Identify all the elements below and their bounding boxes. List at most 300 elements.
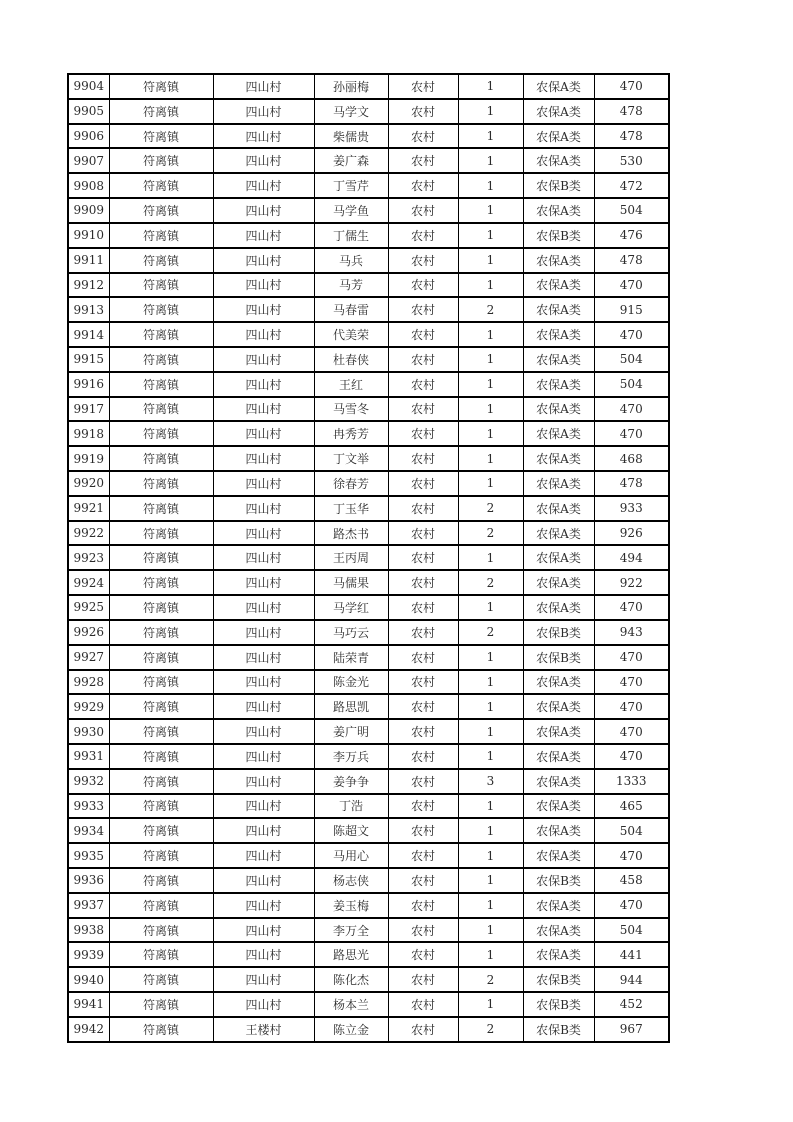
cell-residence-type: 农村	[388, 223, 458, 248]
cell-village: 四山村	[213, 769, 314, 794]
cell-person-count: 1	[458, 248, 523, 273]
cell-residence-type: 农村	[388, 794, 458, 819]
cell-name: 丁玉华	[314, 496, 388, 521]
cell-id: 9921	[68, 496, 109, 521]
cell-village: 四山村	[213, 744, 314, 769]
cell-village: 四山村	[213, 223, 314, 248]
cell-name: 马学鱼	[314, 198, 388, 223]
cell-insurance-category: 农保A类	[523, 818, 594, 843]
cell-insurance-category: 农保A类	[523, 322, 594, 347]
cell-village: 四山村	[213, 570, 314, 595]
cell-amount: 504	[594, 372, 669, 397]
cell-id: 9926	[68, 620, 109, 645]
cell-residence-type: 农村	[388, 868, 458, 893]
cell-amount: 530	[594, 148, 669, 173]
cell-amount: 504	[594, 198, 669, 223]
cell-amount: 915	[594, 297, 669, 322]
cell-insurance-category: 农保A类	[523, 545, 594, 570]
table-row	[68, 297, 669, 322]
cell-residence-type: 农村	[388, 124, 458, 149]
cell-village: 四山村	[213, 347, 314, 372]
cell-insurance-category: 农保A类	[523, 99, 594, 124]
cell-insurance-category: 农保A类	[523, 124, 594, 149]
cell-town: 符离镇	[109, 818, 213, 843]
cell-id: 9931	[68, 744, 109, 769]
cell-name: 马学红	[314, 595, 388, 620]
cell-village: 四山村	[213, 719, 314, 744]
cell-id: 9936	[68, 868, 109, 893]
cell-person-count: 1	[458, 545, 523, 570]
cell-insurance-category: 农保A类	[523, 471, 594, 496]
cell-name: 丁雪芹	[314, 173, 388, 198]
cell-residence-type: 农村	[388, 570, 458, 595]
cell-id: 9937	[68, 893, 109, 918]
cell-village: 四山村	[213, 893, 314, 918]
cell-person-count: 1	[458, 893, 523, 918]
cell-village: 四山村	[213, 273, 314, 298]
cell-village: 四山村	[213, 967, 314, 992]
cell-id: 9942	[68, 1017, 109, 1042]
cell-village: 四山村	[213, 918, 314, 943]
cell-name: 马巧云	[314, 620, 388, 645]
cell-village: 四山村	[213, 173, 314, 198]
cell-village: 四山村	[213, 471, 314, 496]
cell-town: 符离镇	[109, 521, 213, 546]
cell-amount: 478	[594, 471, 669, 496]
table-row	[68, 595, 669, 620]
cell-amount: 922	[594, 570, 669, 595]
cell-insurance-category: 农保B类	[523, 967, 594, 992]
cell-village: 王楼村	[213, 1017, 314, 1042]
cell-amount: 470	[594, 595, 669, 620]
table-row	[68, 347, 669, 372]
cell-town: 符离镇	[109, 273, 213, 298]
table-row	[68, 645, 669, 670]
cell-town: 符离镇	[109, 794, 213, 819]
cell-insurance-category: 农保A类	[523, 595, 594, 620]
cell-village: 四山村	[213, 248, 314, 273]
cell-residence-type: 农村	[388, 967, 458, 992]
cell-insurance-category: 农保A类	[523, 719, 594, 744]
cell-id: 9904	[68, 74, 109, 99]
cell-village: 四山村	[213, 794, 314, 819]
cell-town: 符离镇	[109, 223, 213, 248]
cell-person-count: 1	[458, 645, 523, 670]
cell-village: 四山村	[213, 496, 314, 521]
cell-residence-type: 农村	[388, 347, 458, 372]
table-row	[68, 570, 669, 595]
cell-town: 符离镇	[109, 421, 213, 446]
cell-village: 四山村	[213, 124, 314, 149]
cell-name: 马雪冬	[314, 397, 388, 422]
cell-village: 四山村	[213, 595, 314, 620]
cell-amount: 470	[594, 893, 669, 918]
cell-town: 符离镇	[109, 670, 213, 695]
cell-residence-type: 农村	[388, 421, 458, 446]
cell-id: 9913	[68, 297, 109, 322]
cell-name: 冉秀芳	[314, 421, 388, 446]
cell-residence-type: 农村	[388, 198, 458, 223]
table-row	[68, 843, 669, 868]
cell-name: 姜玉梅	[314, 893, 388, 918]
table-row	[68, 918, 669, 943]
table-row	[68, 744, 669, 769]
cell-person-count: 1	[458, 868, 523, 893]
cell-residence-type: 农村	[388, 942, 458, 967]
cell-id: 9933	[68, 794, 109, 819]
cell-id: 9940	[68, 967, 109, 992]
cell-person-count: 1	[458, 670, 523, 695]
cell-person-count: 1	[458, 223, 523, 248]
cell-amount: 478	[594, 124, 669, 149]
cell-name: 马用心	[314, 843, 388, 868]
records-table	[67, 73, 670, 1043]
cell-insurance-category: 农保A类	[523, 397, 594, 422]
table-row	[68, 694, 669, 719]
cell-village: 四山村	[213, 397, 314, 422]
cell-insurance-category: 农保A类	[523, 273, 594, 298]
cell-residence-type: 农村	[388, 670, 458, 695]
cell-residence-type: 农村	[388, 744, 458, 769]
cell-residence-type: 农村	[388, 992, 458, 1017]
cell-village: 四山村	[213, 818, 314, 843]
cell-village: 四山村	[213, 843, 314, 868]
cell-name: 徐春芳	[314, 471, 388, 496]
cell-person-count: 1	[458, 595, 523, 620]
cell-insurance-category: 农保A类	[523, 198, 594, 223]
cell-id: 9938	[68, 918, 109, 943]
cell-id: 9908	[68, 173, 109, 198]
cell-town: 符离镇	[109, 620, 213, 645]
cell-person-count: 1	[458, 124, 523, 149]
table-row	[68, 545, 669, 570]
cell-amount: 944	[594, 967, 669, 992]
cell-person-count: 2	[458, 620, 523, 645]
cell-town: 符离镇	[109, 248, 213, 273]
cell-town: 符离镇	[109, 347, 213, 372]
cell-id: 9912	[68, 273, 109, 298]
cell-residence-type: 农村	[388, 918, 458, 943]
cell-id: 9918	[68, 421, 109, 446]
cell-person-count: 1	[458, 719, 523, 744]
cell-amount: 504	[594, 918, 669, 943]
cell-person-count: 1	[458, 794, 523, 819]
table-row	[68, 496, 669, 521]
cell-amount: 504	[594, 818, 669, 843]
cell-id: 9939	[68, 942, 109, 967]
cell-insurance-category: 农保B类	[523, 645, 594, 670]
cell-id: 9905	[68, 99, 109, 124]
cell-person-count: 1	[458, 347, 523, 372]
cell-insurance-category: 农保A类	[523, 521, 594, 546]
cell-village: 四山村	[213, 645, 314, 670]
cell-id: 9922	[68, 521, 109, 546]
cell-name: 陈超文	[314, 818, 388, 843]
cell-id: 9907	[68, 148, 109, 173]
cell-amount: 967	[594, 1017, 669, 1042]
cell-name: 陈金光	[314, 670, 388, 695]
cell-town: 符离镇	[109, 918, 213, 943]
cell-village: 四山村	[213, 74, 314, 99]
cell-insurance-category: 农保B类	[523, 173, 594, 198]
table-row	[68, 148, 669, 173]
cell-id: 9906	[68, 124, 109, 149]
cell-name: 马春雷	[314, 297, 388, 322]
cell-town: 符离镇	[109, 744, 213, 769]
table-row	[68, 942, 669, 967]
cell-name: 丁文举	[314, 446, 388, 471]
cell-amount: 476	[594, 223, 669, 248]
cell-id: 9927	[68, 645, 109, 670]
cell-residence-type: 农村	[388, 496, 458, 521]
cell-person-count: 1	[458, 198, 523, 223]
cell-town: 符离镇	[109, 173, 213, 198]
cell-amount: 458	[594, 868, 669, 893]
cell-village: 四山村	[213, 446, 314, 471]
cell-amount: 470	[594, 397, 669, 422]
cell-name: 马儒果	[314, 570, 388, 595]
cell-person-count: 2	[458, 967, 523, 992]
cell-id: 9925	[68, 595, 109, 620]
cell-insurance-category: 农保A类	[523, 347, 594, 372]
cell-insurance-category: 农保B类	[523, 868, 594, 893]
cell-town: 符离镇	[109, 595, 213, 620]
cell-name: 姜争争	[314, 769, 388, 794]
cell-name: 王红	[314, 372, 388, 397]
cell-residence-type: 农村	[388, 173, 458, 198]
cell-person-count: 1	[458, 74, 523, 99]
cell-person-count: 1	[458, 397, 523, 422]
cell-residence-type: 农村	[388, 397, 458, 422]
cell-amount: 470	[594, 421, 669, 446]
table-row	[68, 794, 669, 819]
cell-insurance-category: 农保B类	[523, 1017, 594, 1042]
cell-insurance-category: 农保A类	[523, 942, 594, 967]
cell-town: 符离镇	[109, 719, 213, 744]
cell-residence-type: 农村	[388, 297, 458, 322]
table-row	[68, 397, 669, 422]
cell-person-count: 1	[458, 918, 523, 943]
cell-name: 杜春侠	[314, 347, 388, 372]
cell-person-count: 2	[458, 1017, 523, 1042]
cell-insurance-category: 农保A类	[523, 670, 594, 695]
cell-name: 丁浩	[314, 794, 388, 819]
table-body	[68, 74, 669, 1042]
cell-insurance-category: 农保A类	[523, 421, 594, 446]
cell-insurance-category: 农保A类	[523, 74, 594, 99]
cell-amount: 470	[594, 74, 669, 99]
cell-amount: 943	[594, 620, 669, 645]
cell-town: 符离镇	[109, 967, 213, 992]
cell-village: 四山村	[213, 620, 314, 645]
table-row	[68, 273, 669, 298]
cell-id: 9929	[68, 694, 109, 719]
cell-id: 9941	[68, 992, 109, 1017]
cell-amount: 470	[594, 670, 669, 695]
cell-town: 符离镇	[109, 471, 213, 496]
cell-insurance-category: 农保A类	[523, 794, 594, 819]
table-row	[68, 1017, 669, 1042]
cell-name: 李万兵	[314, 744, 388, 769]
cell-amount: 933	[594, 496, 669, 521]
cell-residence-type: 农村	[388, 769, 458, 794]
cell-name: 路思凯	[314, 694, 388, 719]
cell-insurance-category: 农保A类	[523, 446, 594, 471]
table-row	[68, 471, 669, 496]
cell-village: 四山村	[213, 670, 314, 695]
table-row	[68, 719, 669, 744]
cell-town: 符离镇	[109, 322, 213, 347]
cell-residence-type: 农村	[388, 694, 458, 719]
cell-name: 马芳	[314, 273, 388, 298]
cell-village: 四山村	[213, 694, 314, 719]
cell-person-count: 1	[458, 744, 523, 769]
cell-name: 姜广森	[314, 148, 388, 173]
cell-id: 9910	[68, 223, 109, 248]
cell-id: 9932	[68, 769, 109, 794]
cell-id: 9924	[68, 570, 109, 595]
cell-insurance-category: 农保A类	[523, 297, 594, 322]
cell-person-count: 2	[458, 570, 523, 595]
cell-village: 四山村	[213, 198, 314, 223]
cell-insurance-category: 农保A类	[523, 570, 594, 595]
table-row	[68, 620, 669, 645]
table-row	[68, 99, 669, 124]
cell-name: 陆荣青	[314, 645, 388, 670]
cell-amount: 468	[594, 446, 669, 471]
cell-id: 9928	[68, 670, 109, 695]
cell-name: 李万全	[314, 918, 388, 943]
cell-residence-type: 农村	[388, 1017, 458, 1042]
cell-village: 四山村	[213, 372, 314, 397]
cell-residence-type: 农村	[388, 446, 458, 471]
cell-name: 陈立金	[314, 1017, 388, 1042]
cell-residence-type: 农村	[388, 893, 458, 918]
cell-id: 9923	[68, 545, 109, 570]
cell-residence-type: 农村	[388, 74, 458, 99]
cell-person-count: 1	[458, 843, 523, 868]
cell-residence-type: 农村	[388, 372, 458, 397]
cell-residence-type: 农村	[388, 620, 458, 645]
cell-id: 9935	[68, 843, 109, 868]
table-row	[68, 818, 669, 843]
cell-insurance-category: 农保B类	[523, 223, 594, 248]
cell-id: 9915	[68, 347, 109, 372]
cell-insurance-category: 农保B类	[523, 992, 594, 1017]
cell-person-count: 1	[458, 148, 523, 173]
cell-name: 杨本兰	[314, 992, 388, 1017]
table-row	[68, 446, 669, 471]
cell-amount: 478	[594, 248, 669, 273]
cell-amount: 504	[594, 347, 669, 372]
cell-person-count: 2	[458, 297, 523, 322]
cell-person-count: 1	[458, 471, 523, 496]
cell-person-count: 2	[458, 521, 523, 546]
cell-insurance-category: 农保A类	[523, 148, 594, 173]
cell-village: 四山村	[213, 297, 314, 322]
cell-town: 符离镇	[109, 545, 213, 570]
cell-residence-type: 农村	[388, 521, 458, 546]
cell-town: 符离镇	[109, 198, 213, 223]
cell-town: 符离镇	[109, 446, 213, 471]
cell-town: 符离镇	[109, 1017, 213, 1042]
cell-amount: 452	[594, 992, 669, 1017]
cell-name: 路思光	[314, 942, 388, 967]
cell-town: 符离镇	[109, 942, 213, 967]
cell-village: 四山村	[213, 942, 314, 967]
cell-village: 四山村	[213, 322, 314, 347]
cell-insurance-category: 农保A类	[523, 918, 594, 943]
table-row	[68, 893, 669, 918]
cell-person-count: 1	[458, 942, 523, 967]
cell-residence-type: 农村	[388, 818, 458, 843]
cell-town: 符离镇	[109, 124, 213, 149]
cell-amount: 926	[594, 521, 669, 546]
cell-person-count: 1	[458, 372, 523, 397]
cell-residence-type: 农村	[388, 99, 458, 124]
table-row	[68, 670, 669, 695]
table-row	[68, 223, 669, 248]
cell-village: 四山村	[213, 992, 314, 1017]
cell-name: 路杰书	[314, 521, 388, 546]
cell-person-count: 1	[458, 694, 523, 719]
table-row	[68, 173, 669, 198]
cell-person-count: 1	[458, 173, 523, 198]
cell-person-count: 1	[458, 421, 523, 446]
cell-town: 符离镇	[109, 769, 213, 794]
cell-amount: 470	[594, 322, 669, 347]
cell-name: 孙丽梅	[314, 74, 388, 99]
cell-amount: 470	[594, 744, 669, 769]
cell-name: 柴儒贵	[314, 124, 388, 149]
cell-insurance-category: 农保A类	[523, 769, 594, 794]
cell-name: 王丙周	[314, 545, 388, 570]
cell-id: 9909	[68, 198, 109, 223]
cell-residence-type: 农村	[388, 273, 458, 298]
cell-residence-type: 农村	[388, 595, 458, 620]
table-row	[68, 372, 669, 397]
cell-residence-type: 农村	[388, 719, 458, 744]
cell-name: 代美荣	[314, 322, 388, 347]
cell-person-count: 1	[458, 992, 523, 1017]
cell-amount: 470	[594, 645, 669, 670]
cell-village: 四山村	[213, 521, 314, 546]
cell-id: 9914	[68, 322, 109, 347]
cell-amount: 470	[594, 843, 669, 868]
table-row	[68, 992, 669, 1017]
cell-amount: 470	[594, 719, 669, 744]
table-row	[68, 769, 669, 794]
cell-person-count: 1	[458, 322, 523, 347]
table-row	[68, 74, 669, 99]
cell-town: 符离镇	[109, 645, 213, 670]
cell-town: 符离镇	[109, 148, 213, 173]
cell-residence-type: 农村	[388, 645, 458, 670]
cell-person-count: 3	[458, 769, 523, 794]
cell-person-count: 1	[458, 818, 523, 843]
cell-residence-type: 农村	[388, 843, 458, 868]
cell-residence-type: 农村	[388, 148, 458, 173]
cell-amount: 472	[594, 173, 669, 198]
cell-village: 四山村	[213, 421, 314, 446]
cell-person-count: 1	[458, 273, 523, 298]
cell-amount: 494	[594, 545, 669, 570]
cell-name: 丁儒生	[314, 223, 388, 248]
cell-town: 符离镇	[109, 868, 213, 893]
cell-village: 四山村	[213, 868, 314, 893]
cell-name: 马学文	[314, 99, 388, 124]
cell-town: 符离镇	[109, 397, 213, 422]
